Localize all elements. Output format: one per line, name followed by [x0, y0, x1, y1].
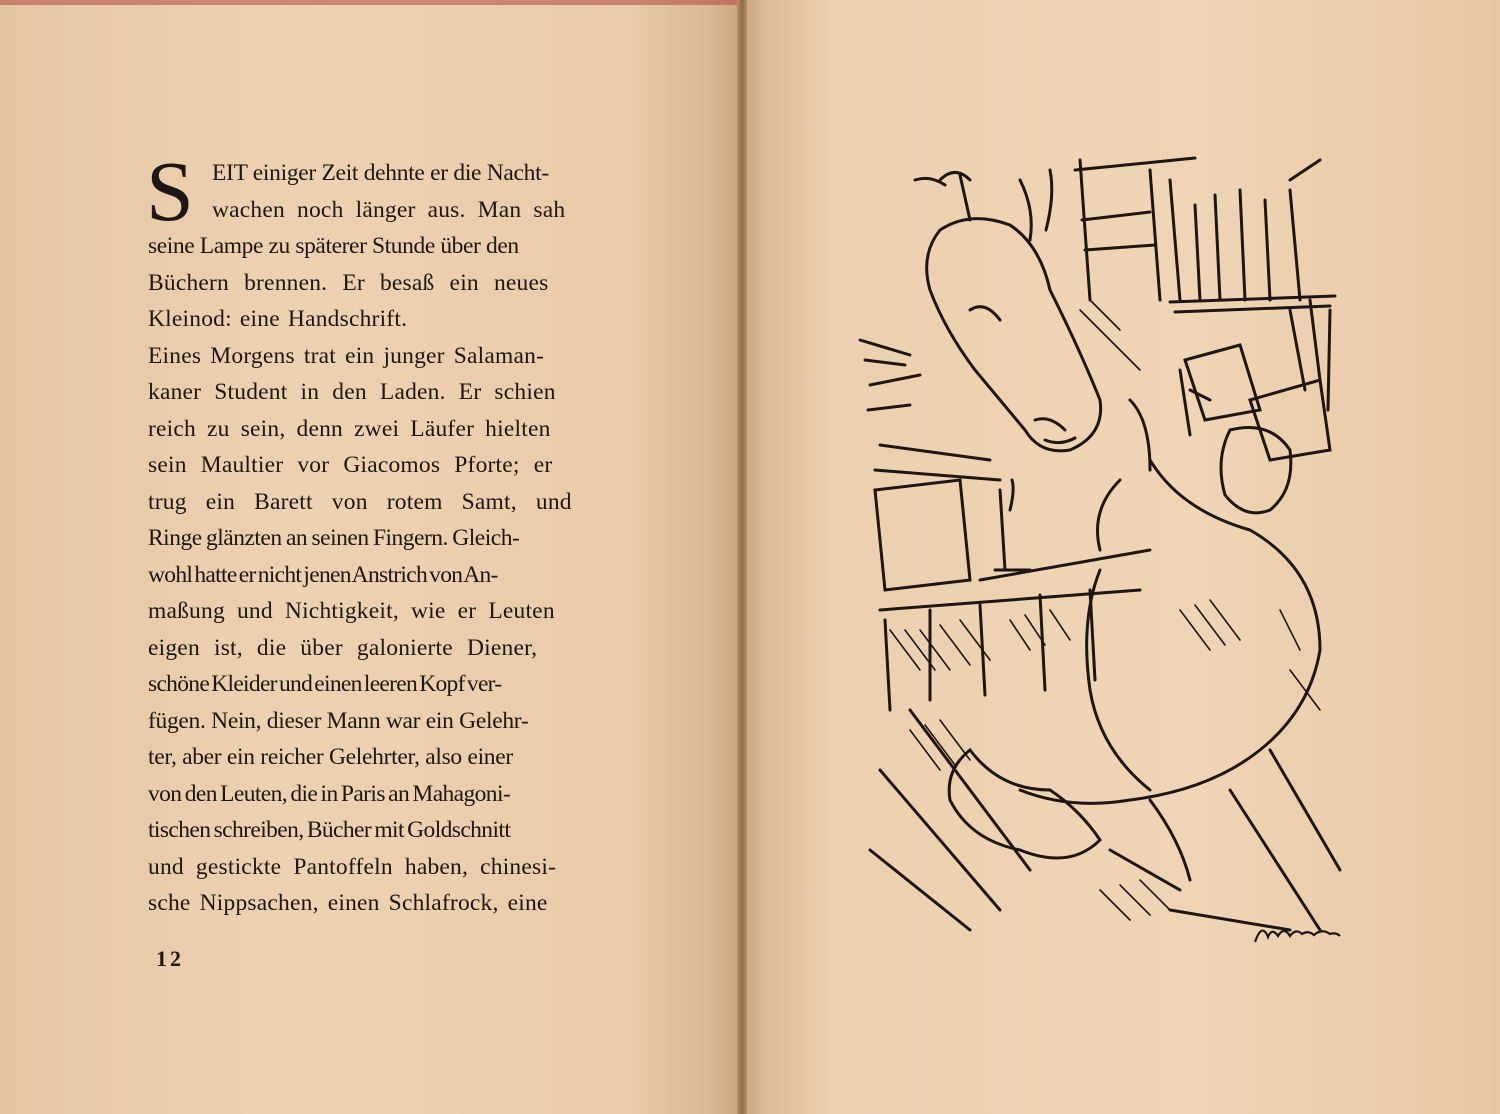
illustration: [850, 150, 1350, 945]
text-line-1: EIT einiger Zeit dehnte er die Nacht-: [212, 160, 549, 186]
text-line-16: fügen. Nein, dieser Mann war ein Gelehr-: [148, 708, 529, 734]
bookshelf-drawing: [1075, 158, 1335, 410]
text-line-14: eigen ist, die über galonierte Diener,: [148, 635, 538, 661]
text-line-2: wachen noch länger aus. Man sah: [212, 197, 566, 223]
text-line-13: maßung und Nichtigkeit, wie er Leuten: [148, 598, 555, 624]
page-top-edge: [0, 0, 742, 5]
text-line-19: tischen schreiben, Bücher mit Goldschnitt: [148, 817, 511, 843]
text-line-15: schöne Kleider und einen leeren Kopf ver-: [148, 671, 502, 697]
drop-cap: S: [146, 143, 194, 239]
text-line-21: sche Nippsachen, einen Schlafrock, eine: [148, 890, 548, 916]
text-line-20: und gestickte Pantoffeln haben, chinesi-: [148, 854, 557, 880]
page-number: 12: [156, 946, 184, 971]
text-line-3: seine Lampe zu späterer Stunde über den: [148, 233, 519, 259]
text-line-12: wohl hatte er nicht jenen Anstrich von An-: [148, 562, 498, 588]
mule-drawing: [860, 170, 1101, 480]
text-line-11: Ringe glänzten an seinen Fingern. Gleich-: [148, 525, 520, 551]
text-line-8: reich zu sein, denn zwei Läufer hielten: [148, 416, 551, 442]
text-line-6: Eines Morgens trat ein junger Salaman-: [148, 343, 545, 369]
artist-signature: [1250, 912, 1345, 952]
text-line-5: Kleinod: eine Handschrift.: [148, 306, 408, 332]
text-line-4: Büchern brennen. Er besaß ein neues: [148, 270, 549, 296]
desk-drawing: [875, 345, 1330, 710]
text-line-7: kaner Student in den Laden. Er schien: [148, 379, 556, 405]
left-page: [0, 0, 742, 1114]
scholar-drawing: [870, 400, 1340, 930]
text-line-9: sein Maultier vor Giacomos Pforte; er: [148, 452, 553, 478]
book-gutter: [737, 0, 747, 1114]
text-line-10: trug ein Barett von rotem Samt, und: [148, 489, 572, 515]
text-line-18: von den Leuten, die in Paris an Mahagoni-: [148, 781, 511, 807]
text-line-17: ter, aber ein reicher Gelehrter, also einer: [148, 744, 513, 770]
